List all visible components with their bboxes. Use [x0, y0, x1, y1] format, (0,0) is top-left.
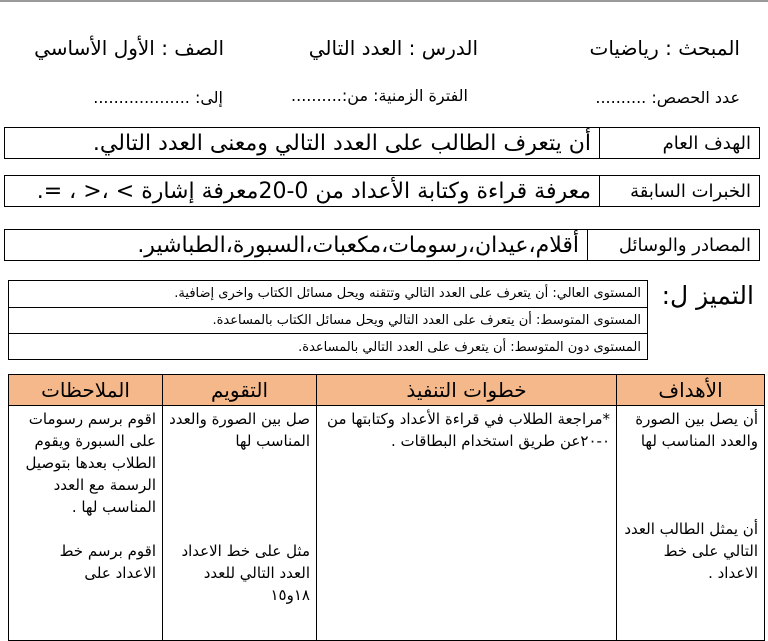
subject-text: المبحث : رياضيات [589, 36, 740, 60]
period-to-text: إلى: ................... [93, 88, 223, 107]
resources-box [4, 229, 760, 261]
goals-cell [617, 406, 765, 641]
level-high: المستوى العالي: أن يتعرف على العدد التالي وتتقنه ويحل مسائل الكتاب واخرى إضافية. [9, 281, 647, 308]
evaluation-item: صل بين الصورة والعدد المناسب لها [169, 410, 310, 450]
general-goal-label: الهدف العام [599, 128, 759, 158]
goal-item: أن يمثل الطالب العدد التالي على خط الاعداد . [624, 520, 758, 582]
note-item: اقوم برسم خط الاعداد على [59, 542, 156, 582]
notes-cell [9, 406, 163, 641]
prior-knowledge-label: الخبرات السابقة [599, 176, 759, 206]
evaluation-item: مثل على خط الاعداد العدد التالي للعدد ١٨و١٥ [181, 542, 310, 604]
table-row [9, 406, 765, 641]
lesson-text: الدرس : العدد التالي [308, 36, 478, 60]
header-notes: الملاحظات [9, 375, 163, 406]
prior-knowledge-box [4, 175, 760, 207]
general-goal-value: أن يتعرف الطالب على العدد التالي ومعنى العدد التالي. [92, 130, 591, 156]
header-steps: خطوات التنفيذ [317, 375, 617, 406]
sessions-text: عدد الحصص: .......... [595, 88, 740, 107]
general-goal-box [4, 127, 760, 159]
resources-label: المصادر والوسائل [587, 230, 759, 260]
evaluation-cell [163, 406, 317, 641]
steps-cell [317, 406, 617, 641]
prior-knowledge-value: معرفة قراءة وكتابة الأعداد من 0-20معرفة إشارة > ،< ، =. [36, 178, 591, 204]
header-evaluation: التقويم [163, 375, 317, 406]
top-border-line [0, 0, 768, 2]
step-item: *مراجعة الطلاب في قراءة الأعداد وكتابتها من ٠-٢٠عن طريق استخدام البطاقات . [327, 410, 610, 450]
level-low: المستوى دون المتوسط: أن يتعرف على العدد التالي بالمساعدة. [298, 339, 641, 355]
differentiation-label: التميز ل: [661, 281, 754, 310]
note-item: اقوم برسم رسومات على السبورة ويقوم الطلاب بعدها بتوصيل الرسمة مع العدد المناسب لها . [25, 410, 156, 516]
header-goals: الأهداف [617, 375, 765, 406]
grade-text: الصف : الأول الأساسي [34, 36, 224, 60]
resources-value: أقلام،عيدان،رسومات،مكعبات،السبورة،الطباشير. [137, 232, 579, 258]
level-medium: المستوى المتوسط: أن يتعرف على العدد التالي ويحل مسائل الكتاب بالمساعدة. [9, 308, 647, 335]
period-from-text: الفترة الزمنية: من:.......... [291, 86, 468, 105]
table-header-row [9, 375, 765, 406]
lesson-plan-table [8, 374, 765, 641]
differentiation-levels-box [8, 280, 648, 360]
goal-item: أن يصل بين الصورة والعدد المناسب لها [635, 410, 758, 450]
